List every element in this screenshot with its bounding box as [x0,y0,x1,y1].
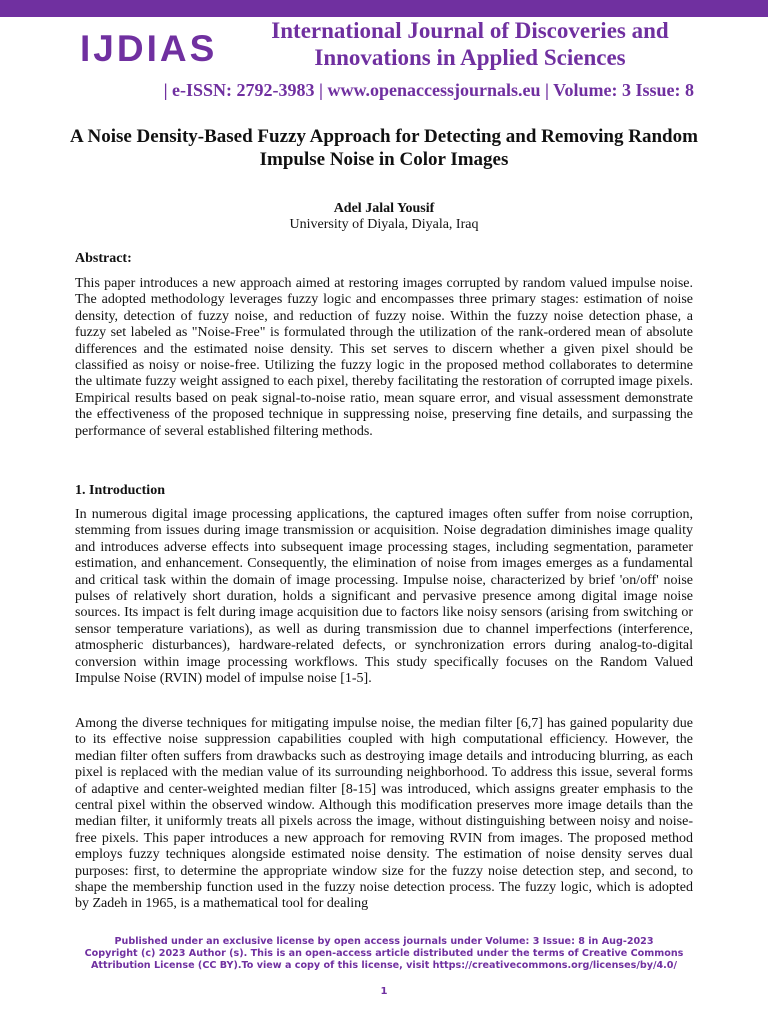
paper-title: A Noise Density-Based Fuzzy Approach for Detecting and Removing Random Impulse Noise in Color Images [70,126,698,170]
page-number: 1 [380,986,388,997]
abstract-text: This paper introduces a new approach aimed at restoring images corrupted by random valued impulse noise. The adopted methodology leverages fuzzy logic and encompasses three primary stages: estimation of noise density, detection of fuzzy noise, and reduction of fuzzy noise. Within the fuzzy noise detection phase, a fuzzy set labeled as "Noise-Free" is formulated through the utilization of the rank-ordered mean of absolute differences and the estimated noise density. This set serves to discern whether a given pixel should be classified as noisy or noise-free. Utilizing the fuzzy logic in the proposed method collaborates to determine the ultimate fuzzy weight assigned to each pixel, thereby facilitating the restoration of corrupted image pixels. Empirical results based on peak signal-to-noise ratio, mean square error, and visual assessment demonstrate the effectiveness of the proposed technique in suppressing noise, preserving fine details, and surpassing the performance of several established filtering methods. [75,276,693,439]
introduction-paragraph-2: Among the diverse techniques for mitigating impulse noise, the median filter [6,7] has gained popularity due to its effective noise suppression capabilities coupled with high computational efficiency. However, the median filter often suffers from drawbacks such as destroying image details and introducing blurring, as each pixel is replaced with the median value of its surrounding neighborhood. To address this issue, several forms of adaptive and center-weighted median filter [8-15] was introduced, which assigns greater emphasis to the central pixel within the observed window. Although this modification preserves more image details than the median filter, it uniformly treats all pixels across the image, without distinguishing between noisy and noise-free pixels. This paper introduces a new approach for removing RVIN from images. The proposed method employs fuzzy techniques alongside estimated noise density. The estimation of noise density serves dual purposes: first, to determine the appropriate window size for the fuzzy noise detection step, and second, to shape the membership function used in the fuzzy noise detection process. The fuzzy logic, which is adopted by Zadeh in 1965, is a mathematical tool for dealing [75,716,693,912]
abstract-heading: Abstract: [75,251,132,266]
introduction-paragraph-1: In numerous digital image processing applications, the captured images often suffer from noise corruption, stemming from issues during image transmission or acquisition. Noise degradation diminishes image quality and introduces adverse effects into subsequent image processing stages, including segmentation, parameter estimation, and enhancement. Consequently, the elimination of noise from images emerges as a fundamental and critical task within the domain of image processing. Impulse noise, characterized by brief 'on/off' noise pulses of relatively short duration, holds a significant and pervasive presence among digital image noise sources. Its impact is felt during image acquisition due to factors like noisy sensors (arising from switching or sensor temperature variations), as well as during transmission due to channel imperfections (interference, atmospheric disturbances), hardware-related defects, or synchronization errors during analog-to-digital conversion within image processing workflows. This study specifically focuses on the Random Valued Impulse Noise (RVIN) model of impulse noise [1-5]. [75,507,693,687]
journal-title: International Journal of Discoveries and Innovations in Applied Sciences [271,18,669,70]
introduction-heading: 1. Introduction [75,483,165,498]
author-name: Adel Jalal Yousif [333,201,435,216]
issn-volume-line: | e-ISSN: 2792-3983 | www.openaccessjournals.eu | Volume: 3 Issue: 8 [163,80,694,100]
journal-logo: IJDIAS [80,28,218,69]
footer-license-line: Attribution License (CC BY).To view a copy of this license, visit https://creativecommons.org/licenses/by/4.0/ [91,960,677,971]
header-color-bar [0,0,768,17]
footer-publication-line: Published under an exclusive license by open access journals under Volume: 3 Issue: 8 in Aug-2023 [114,936,654,947]
author-affiliation: University of Diyala, Diyala, Iraq [289,217,479,232]
footer-copyright-line: Copyright (c) 2023 Author (s). This is an open-access article distributed under the terms of Creative Commons [84,948,684,959]
license-footer [40,936,728,972]
